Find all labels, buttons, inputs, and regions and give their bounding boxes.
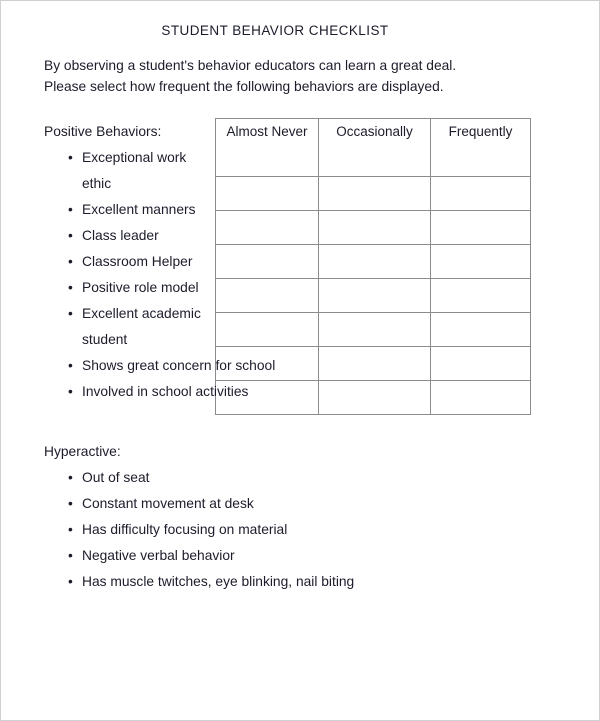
list-item-label: Shows great concern for school (82, 358, 276, 373)
list-item (44, 223, 230, 249)
list-item-label: Involved in school activities (82, 384, 249, 399)
intro-paragraph (44, 55, 564, 97)
bullet-icon: • (68, 384, 73, 399)
list-item-label: Constant movement at desk (82, 496, 254, 511)
list-item (44, 379, 564, 405)
list-item (44, 543, 564, 569)
list-item (44, 145, 230, 197)
bullet-icon: • (68, 150, 73, 165)
bullet-icon: • (68, 522, 73, 537)
list-item-label: Has difficulty focusing on material (82, 522, 288, 537)
column-header-frequently: Frequently (431, 119, 531, 177)
column-header-almost-never: Almost Never (216, 119, 319, 177)
list-item (44, 491, 564, 517)
list-item-label: Classroom Helper (82, 254, 193, 269)
list-item (44, 197, 230, 223)
bullet-icon: • (68, 280, 73, 295)
bullet-icon: • (68, 306, 73, 321)
list-item-label: Excellent academic student (82, 306, 201, 347)
bullet-icon: • (68, 574, 73, 589)
bullet-icon: • (68, 548, 73, 563)
list-item (44, 465, 564, 491)
list-item (44, 249, 230, 275)
list-item (44, 275, 230, 301)
list-item-label: Exceptional work ethic (82, 150, 187, 191)
list-item-label: Has muscle twitches, eye blinking, nail biting (82, 574, 355, 589)
checklist-content (44, 119, 564, 595)
list-item (44, 569, 564, 595)
positive-behaviors-narrow-list (44, 145, 564, 353)
column-header-occasionally: Occasionally (319, 119, 431, 177)
page-title: STUDENT BEHAVIOR CHECKLIST (161, 23, 389, 38)
section-heading-positive-behaviors: Positive Behaviors: (44, 124, 162, 139)
section-heading-hyperactive: Hyperactive: (44, 444, 121, 459)
bullet-icon: • (68, 202, 73, 217)
list-item (44, 301, 230, 353)
intro-line-1: By observing a student's behavior educators can learn a great deal. (44, 58, 457, 73)
list-item-label: Positive role model (82, 280, 199, 295)
bullet-icon: • (68, 254, 73, 269)
list-item (44, 353, 564, 379)
section-spacer (44, 405, 564, 439)
hyperactive-list (44, 465, 564, 595)
positive-behaviors-wide-list (44, 353, 564, 405)
list-item-label: Excellent manners (82, 202, 196, 217)
bullet-icon: • (68, 228, 73, 243)
list-item-label: Class leader (82, 228, 159, 243)
bullet-icon: • (68, 358, 73, 373)
bullet-icon: • (68, 470, 73, 485)
intro-line-2: Please select how frequent the following behaviors are displayed. (44, 79, 444, 94)
list-item-label: Negative verbal behavior (82, 548, 235, 563)
bullet-icon: • (68, 496, 73, 511)
list-item-label: Out of seat (82, 470, 150, 485)
list-item (44, 517, 564, 543)
